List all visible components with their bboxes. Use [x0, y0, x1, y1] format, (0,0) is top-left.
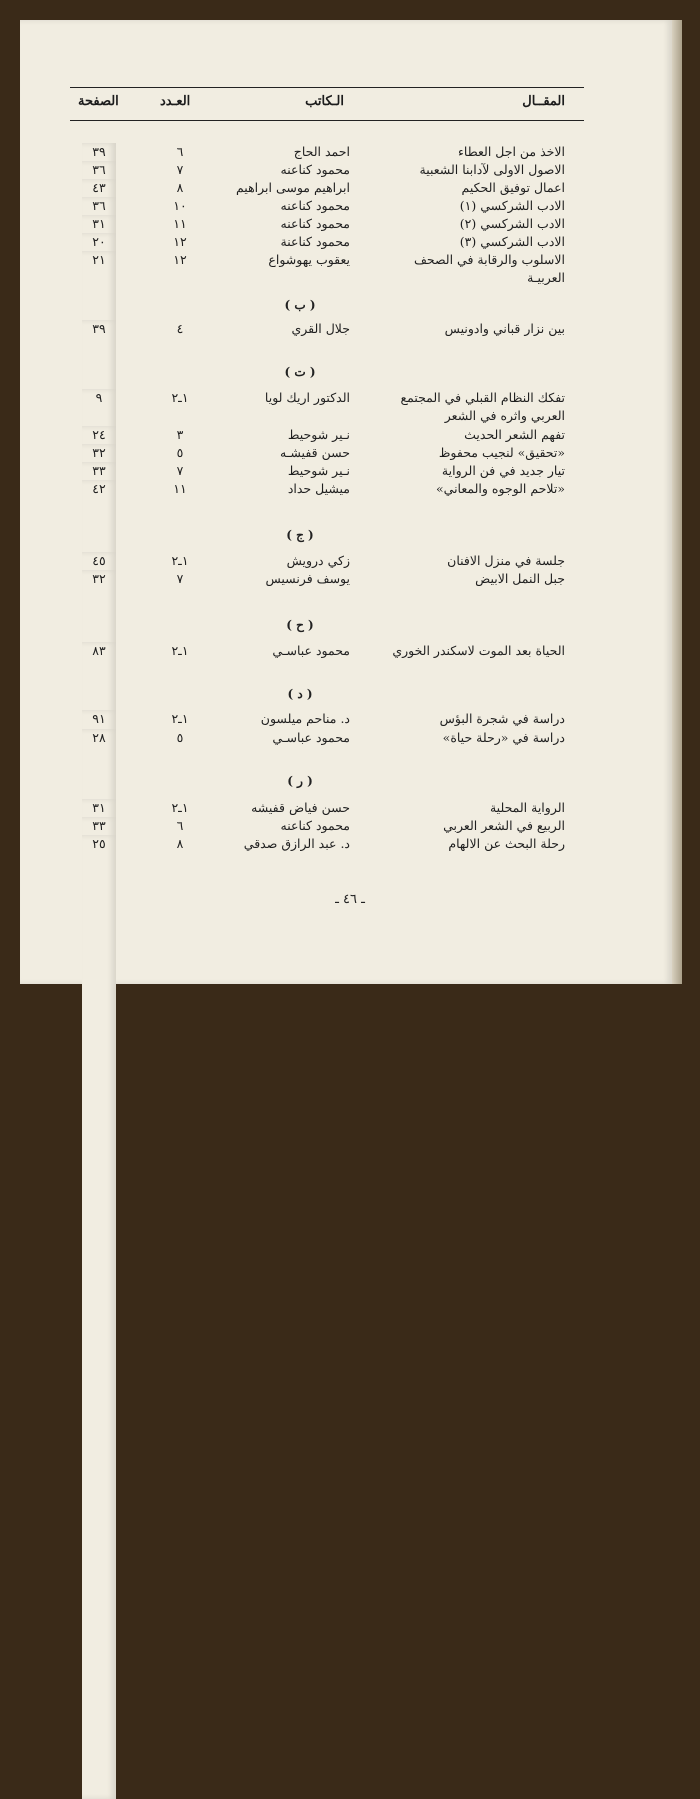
table-row	[20, 233, 672, 251]
article-author: ميشيل حداد	[287, 481, 350, 496]
issue-number: ١٢	[173, 252, 187, 267]
article-title: «تلاحم الوجوه والمعاني»	[436, 481, 565, 496]
article-title: تفهم الشعر الحديث	[464, 427, 565, 442]
page-number: ٩١	[82, 710, 116, 1674]
issue-number: ٣	[176, 427, 184, 442]
article-author: محمود كناعنة	[280, 234, 350, 249]
article-title: العربيـة	[527, 270, 565, 285]
article-title: «تحقيق» لنجيب محفوظ	[438, 445, 565, 460]
article-author: يعقوب يهوشواع	[268, 252, 350, 267]
table-row	[20, 444, 672, 462]
page-number: ٤٢	[82, 480, 116, 1444]
page-number: ٣٩	[82, 320, 116, 1284]
document-page	[20, 20, 672, 984]
header-article: المقــال	[522, 94, 565, 109]
article-title: الاصول الاولى لآدابنا الشعبية	[419, 162, 565, 177]
table-row	[20, 251, 672, 269]
table-row	[20, 161, 672, 179]
table-row	[20, 642, 672, 660]
article-title: الاخذ من اجل العطاء	[458, 144, 565, 159]
page-number: ٢١	[82, 251, 116, 1215]
page-number: ٣٣	[82, 462, 116, 1426]
section-letter: ( ب )	[284, 298, 316, 312]
table-row	[20, 197, 672, 215]
section-letter: ( ت )	[284, 365, 316, 379]
article-title: بين نزار قباني وادونيس	[444, 321, 565, 336]
article-author: محمود كناعنه	[280, 162, 350, 177]
table-row	[20, 320, 672, 338]
article-author: د. عبد الرازق صدقي	[243, 836, 350, 851]
article-title: الربيع في الشعر العربي	[443, 818, 565, 833]
article-title: دراسة في شجرة البؤس	[439, 711, 565, 726]
issue-number: ١ـ٢	[171, 643, 189, 658]
article-author: محمود كناعنه	[280, 216, 350, 231]
page-number: ٣٣	[82, 817, 116, 1781]
issue-number: ٧	[176, 571, 184, 586]
issue-number: ٤	[176, 321, 184, 336]
article-author: نـير شوحيط	[287, 427, 350, 442]
header-author: الـكاتب	[305, 94, 344, 109]
section-letter: ( ج )	[286, 528, 314, 542]
article-author: محمود عباسـي	[272, 730, 350, 745]
page-number: ٣١	[82, 799, 116, 1763]
table-row	[20, 407, 672, 425]
article-author: د. مناحم ميلسون	[260, 711, 350, 726]
page-number: ٩	[82, 389, 116, 1353]
article-title: الادب الشركسي (١)	[459, 198, 565, 213]
article-title: الادب الشركسي (٣)	[459, 234, 565, 249]
article-title: رحلة البحث عن الالهام	[448, 836, 565, 851]
page-number: ٢٥	[82, 835, 116, 1799]
article-title: دراسة في «رحلة حياة»	[442, 730, 565, 745]
section-letter: ( ر )	[287, 774, 313, 788]
table-row	[20, 179, 672, 197]
page-number: ٢٤	[82, 426, 116, 1390]
table-row	[20, 570, 672, 588]
page-number: ٤٣	[82, 179, 116, 1143]
table-row	[20, 799, 672, 817]
table-row	[20, 143, 672, 161]
article-author: يوسف فرنسيس	[265, 571, 350, 586]
issue-number: ٥	[176, 730, 184, 745]
page-number: ٣٦	[82, 161, 116, 1125]
issue-number: ٦	[176, 144, 184, 159]
table-row	[20, 480, 672, 498]
page-number: ٣٢	[82, 570, 116, 1534]
table-row	[20, 426, 672, 444]
article-author: احمد الحاج	[293, 144, 350, 159]
article-title: تيار جديد في فن الرواية	[441, 463, 565, 478]
issue-number: ٦	[176, 818, 184, 833]
issue-number: ١ـ٢	[171, 711, 189, 726]
page-number: ٣٢	[82, 444, 116, 1408]
issue-number: ٧	[176, 463, 184, 478]
article-author: محمود كناعنه	[280, 198, 350, 213]
issue-number: ١ـ٢	[171, 553, 189, 568]
issue-number: ٥	[176, 445, 184, 460]
article-title: تفكك النظام القبلي في المجتمع	[400, 390, 565, 405]
article-author: محمود كناعنه	[280, 818, 350, 833]
issue-number: ١٠	[173, 198, 187, 213]
issue-number: ٨	[176, 180, 184, 195]
article-author: ابراهيم موسى ابراهيم	[235, 180, 350, 195]
issue-number: ١ـ٢	[171, 390, 189, 405]
table-row	[20, 729, 672, 747]
header-page: الصفحة	[78, 94, 119, 109]
article-title: جبل النمل الابيض	[475, 571, 565, 586]
issue-number: ١٢	[173, 234, 187, 249]
table-row	[20, 817, 672, 835]
header-bottom-rule	[70, 120, 584, 121]
page-number: ٣٦	[82, 197, 116, 1161]
folio-page-number: ـ ٤٦ ـ	[335, 892, 365, 907]
page-number: ٣٩	[82, 143, 116, 1107]
header-issue: العـدد	[160, 94, 191, 109]
article-author: زكي درويش	[286, 553, 350, 568]
page-number: ٢٨	[82, 729, 116, 1693]
table-row	[20, 710, 672, 728]
article-author: حسن فياض قفيشه	[251, 800, 350, 815]
issue-number: ٧	[176, 162, 184, 177]
article-title: اعمال توفيق الحكيم	[461, 180, 565, 195]
article-title: جلسة في منزل الافنان	[447, 553, 565, 568]
table-row	[20, 462, 672, 480]
article-title: العربي واثره في الشعر	[444, 408, 565, 423]
article-author: نـير شوحيط	[287, 463, 350, 478]
article-title: الرواية المحلية	[489, 800, 565, 815]
article-title: الادب الشركسي (٢)	[459, 216, 565, 231]
article-author: الدكتور اريك لويا	[264, 390, 350, 405]
page-number: ٢٠	[82, 233, 116, 1197]
page-number: ٤٥	[82, 552, 116, 1516]
table-row	[20, 835, 672, 853]
table-row	[20, 269, 672, 287]
page-number: ٣١	[82, 215, 116, 1179]
page-number: ٨٣	[82, 642, 116, 1606]
table-row	[20, 552, 672, 570]
article-author: محمود عباسـي	[272, 643, 350, 658]
section-letter: ( ح )	[286, 618, 314, 632]
section-letter: ( د )	[287, 687, 313, 701]
article-title: الاسلوب والرقابة في الصحف	[413, 252, 565, 267]
article-author: جلال القري	[291, 321, 350, 336]
issue-number: ١ـ٢	[171, 800, 189, 815]
table-row	[20, 215, 672, 233]
issue-number: ٨	[176, 836, 184, 851]
issue-number: ١١	[173, 481, 187, 496]
page-edge	[672, 20, 682, 984]
article-title: الحياة بعد الموت لاسكندر الخوري	[392, 643, 565, 658]
article-author: حسن قفيشـه	[280, 445, 350, 460]
table-row	[20, 389, 672, 407]
issue-number: ١١	[173, 216, 187, 231]
header-top-rule	[70, 87, 584, 88]
